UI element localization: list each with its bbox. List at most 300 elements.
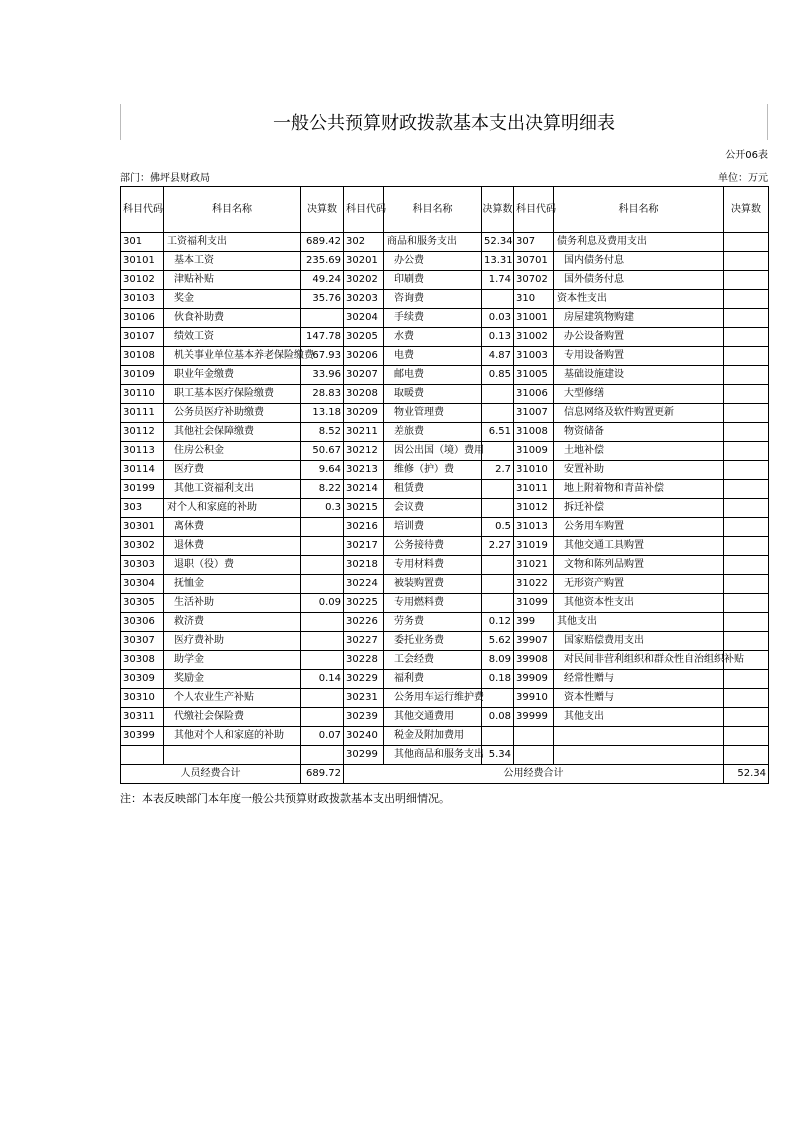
table-row bbox=[121, 518, 769, 537]
amount-cell bbox=[724, 442, 769, 461]
code-cell: 30225 bbox=[344, 594, 384, 613]
amount-cell bbox=[724, 347, 769, 366]
amount-cell: 5.62 bbox=[482, 632, 514, 651]
expenditure-table bbox=[120, 186, 769, 784]
amount-cell: 0.03 bbox=[482, 309, 514, 328]
amount-cell bbox=[724, 404, 769, 423]
code-cell: 30303 bbox=[121, 556, 164, 575]
name-cell: 对个人和家庭的补助 bbox=[164, 499, 301, 518]
code-cell: 31022 bbox=[514, 575, 554, 594]
public-total-value: 52.34 bbox=[724, 765, 769, 784]
report-title: 一般公共预算财政拨款基本支出决算明细表 bbox=[120, 104, 768, 140]
code-cell: 30224 bbox=[344, 575, 384, 594]
code-cell: 30239 bbox=[344, 708, 384, 727]
code-cell: 30113 bbox=[121, 442, 164, 461]
code-cell: 30107 bbox=[121, 328, 164, 347]
name-cell: 国外债务付息 bbox=[554, 271, 724, 290]
code-cell: 31010 bbox=[514, 461, 554, 480]
name-cell: 拆迁补偿 bbox=[554, 499, 724, 518]
col-header-code: 科目代码 bbox=[514, 187, 554, 233]
personnel-total-label: 人员经费合计 bbox=[121, 765, 301, 784]
name-cell: 基础设施建设 bbox=[554, 366, 724, 385]
code-cell: 30305 bbox=[121, 594, 164, 613]
name-cell: 公务员医疗补助缴费 bbox=[164, 404, 301, 423]
name-cell: 抚恤金 bbox=[164, 575, 301, 594]
table-body bbox=[121, 233, 769, 765]
name-cell: 其他资本性支出 bbox=[554, 594, 724, 613]
code-cell: 30204 bbox=[344, 309, 384, 328]
name-cell: 无形资产购置 bbox=[554, 575, 724, 594]
code-cell: 31013 bbox=[514, 518, 554, 537]
name-cell: 代缴社会保险费 bbox=[164, 708, 301, 727]
col-header-name: 科目名称 bbox=[164, 187, 301, 233]
amount-cell: 8.09 bbox=[482, 651, 514, 670]
name-cell: 物业管理费 bbox=[384, 404, 482, 423]
name-cell: 公务接待费 bbox=[384, 537, 482, 556]
amount-cell bbox=[301, 537, 344, 556]
table-row bbox=[121, 556, 769, 575]
code-cell: 31007 bbox=[514, 404, 554, 423]
code-cell: 30201 bbox=[344, 252, 384, 271]
name-cell: 伙食补助费 bbox=[164, 309, 301, 328]
code-cell: 39907 bbox=[514, 632, 554, 651]
name-cell: 商品和服务支出 bbox=[384, 233, 482, 252]
code-cell: 30114 bbox=[121, 461, 164, 480]
code-cell: 30229 bbox=[344, 670, 384, 689]
name-cell: 培训费 bbox=[384, 518, 482, 537]
code-cell: 399 bbox=[514, 613, 554, 632]
code-cell: 39999 bbox=[514, 708, 554, 727]
code-cell: 31002 bbox=[514, 328, 554, 347]
amount-cell bbox=[724, 271, 769, 290]
amount-cell: 6.51 bbox=[482, 423, 514, 442]
table-row bbox=[121, 309, 769, 328]
table-row bbox=[121, 328, 769, 347]
amount-cell bbox=[482, 556, 514, 575]
name-cell: 信息网络及软件购置更新 bbox=[554, 404, 724, 423]
name-cell: 津贴补贴 bbox=[164, 271, 301, 290]
unit-label: 单位：万元 bbox=[718, 173, 768, 184]
code-cell: 30227 bbox=[344, 632, 384, 651]
name-cell bbox=[164, 746, 301, 765]
code-cell: 30240 bbox=[344, 727, 384, 746]
name-cell: 其他商品和服务支出 bbox=[384, 746, 482, 765]
amount-cell: 52.34 bbox=[482, 233, 514, 252]
code-cell: 39909 bbox=[514, 670, 554, 689]
name-cell: 安置补助 bbox=[554, 461, 724, 480]
name-cell: 退职（役）费 bbox=[164, 556, 301, 575]
name-cell: 水费 bbox=[384, 328, 482, 347]
amount-cell bbox=[724, 233, 769, 252]
name-cell: 救济费 bbox=[164, 613, 301, 632]
table-row bbox=[121, 727, 769, 746]
name-cell: 大型修缮 bbox=[554, 385, 724, 404]
code-cell: 30231 bbox=[344, 689, 384, 708]
col-header-amount: 决算数 bbox=[482, 187, 514, 233]
amount-cell bbox=[724, 708, 769, 727]
amount-cell bbox=[301, 575, 344, 594]
header-row bbox=[121, 187, 769, 233]
public-total-label: 公用经费合计 bbox=[344, 765, 724, 784]
code-cell: 30399 bbox=[121, 727, 164, 746]
code-cell: 30218 bbox=[344, 556, 384, 575]
amount-cell bbox=[724, 632, 769, 651]
amount-cell bbox=[724, 689, 769, 708]
code-cell: 31011 bbox=[514, 480, 554, 499]
code-cell: 30214 bbox=[344, 480, 384, 499]
name-cell: 资本性支出 bbox=[554, 290, 724, 309]
name-cell: 办公设备购置 bbox=[554, 328, 724, 347]
code-cell: 30228 bbox=[344, 651, 384, 670]
amount-cell bbox=[724, 518, 769, 537]
table-row bbox=[121, 404, 769, 423]
table-row bbox=[121, 537, 769, 556]
name-cell: 专用设备购置 bbox=[554, 347, 724, 366]
amount-cell: 13.31 bbox=[482, 252, 514, 271]
code-cell: 31012 bbox=[514, 499, 554, 518]
code-cell: 30212 bbox=[344, 442, 384, 461]
name-cell: 印刷费 bbox=[384, 271, 482, 290]
name-cell: 被装购置费 bbox=[384, 575, 482, 594]
amount-cell bbox=[482, 385, 514, 404]
name-cell: 生活补助 bbox=[164, 594, 301, 613]
table-row bbox=[121, 442, 769, 461]
code-cell: 31001 bbox=[514, 309, 554, 328]
table-row bbox=[121, 366, 769, 385]
name-cell: 办公费 bbox=[384, 252, 482, 271]
amount-cell bbox=[724, 252, 769, 271]
name-cell: 电费 bbox=[384, 347, 482, 366]
name-cell: 委托业务费 bbox=[384, 632, 482, 651]
name-cell: 专用材料费 bbox=[384, 556, 482, 575]
name-cell: 对民间非营利组织和群众性自治组织补贴 bbox=[554, 651, 724, 670]
name-cell: 税金及附加费用 bbox=[384, 727, 482, 746]
name-cell: 奖金 bbox=[164, 290, 301, 309]
name-cell: 文物和陈列品购置 bbox=[554, 556, 724, 575]
amount-cell bbox=[301, 518, 344, 537]
name-cell: 奖励金 bbox=[164, 670, 301, 689]
amount-cell bbox=[301, 651, 344, 670]
name-cell: 福利费 bbox=[384, 670, 482, 689]
table-row bbox=[121, 746, 769, 765]
amount-cell bbox=[724, 594, 769, 613]
amount-cell: 67.93 bbox=[301, 347, 344, 366]
amount-cell bbox=[724, 480, 769, 499]
code-cell: 30306 bbox=[121, 613, 164, 632]
name-cell: 会议费 bbox=[384, 499, 482, 518]
amount-cell: 9.64 bbox=[301, 461, 344, 480]
amount-cell: 1.74 bbox=[482, 271, 514, 290]
table-row bbox=[121, 480, 769, 499]
code-cell: 30311 bbox=[121, 708, 164, 727]
code-cell: 30208 bbox=[344, 385, 384, 404]
code-cell: 30102 bbox=[121, 271, 164, 290]
amount-cell: 28.83 bbox=[301, 385, 344, 404]
table-row bbox=[121, 347, 769, 366]
table-row bbox=[121, 290, 769, 309]
code-cell: 30215 bbox=[344, 499, 384, 518]
code-cell bbox=[514, 727, 554, 746]
code-cell: 30299 bbox=[344, 746, 384, 765]
name-cell: 维修（护）费 bbox=[384, 461, 482, 480]
name-cell: 个人农业生产补贴 bbox=[164, 689, 301, 708]
amount-cell bbox=[724, 575, 769, 594]
amount-cell: 0.85 bbox=[482, 366, 514, 385]
name-cell: 土地补偿 bbox=[554, 442, 724, 461]
name-cell: 因公出国（境）费用 bbox=[384, 442, 482, 461]
name-cell: 取暖费 bbox=[384, 385, 482, 404]
table-row bbox=[121, 271, 769, 290]
code-cell: 31021 bbox=[514, 556, 554, 575]
code-cell: 30110 bbox=[121, 385, 164, 404]
table-row bbox=[121, 252, 769, 271]
amount-cell bbox=[482, 290, 514, 309]
col-header-amount: 决算数 bbox=[301, 187, 344, 233]
name-cell: 经常性赠与 bbox=[554, 670, 724, 689]
code-cell: 30103 bbox=[121, 290, 164, 309]
code-cell: 30226 bbox=[344, 613, 384, 632]
code-cell: 30302 bbox=[121, 537, 164, 556]
col-header-code: 科目代码 bbox=[344, 187, 384, 233]
name-cell: 其他对个人和家庭的补助 bbox=[164, 727, 301, 746]
code-cell: 307 bbox=[514, 233, 554, 252]
amount-cell: 0.3 bbox=[301, 499, 344, 518]
name-cell: 公务用车运行维护费 bbox=[384, 689, 482, 708]
code-cell bbox=[514, 746, 554, 765]
amount-cell bbox=[724, 423, 769, 442]
amount-cell: 0.07 bbox=[301, 727, 344, 746]
code-cell: 301 bbox=[121, 233, 164, 252]
table-row bbox=[121, 385, 769, 404]
code-cell: 31006 bbox=[514, 385, 554, 404]
amount-cell: 33.96 bbox=[301, 366, 344, 385]
amount-cell bbox=[724, 309, 769, 328]
name-cell: 基本工资 bbox=[164, 252, 301, 271]
amount-cell: 2.27 bbox=[482, 537, 514, 556]
totals-row bbox=[121, 765, 769, 784]
amount-cell: 8.22 bbox=[301, 480, 344, 499]
code-cell: 31019 bbox=[514, 537, 554, 556]
code-cell bbox=[121, 746, 164, 765]
amount-cell: 0.14 bbox=[301, 670, 344, 689]
code-cell: 30106 bbox=[121, 309, 164, 328]
name-cell: 其他交通费用 bbox=[384, 708, 482, 727]
code-cell: 31099 bbox=[514, 594, 554, 613]
name-cell: 机关事业单位基本养老保险缴费 bbox=[164, 347, 301, 366]
personnel-total-value: 689.72 bbox=[301, 765, 344, 784]
amount-cell: 4.87 bbox=[482, 347, 514, 366]
name-cell: 地上附着物和青苗补偿 bbox=[554, 480, 724, 499]
amount-cell: 8.52 bbox=[301, 423, 344, 442]
table-row bbox=[121, 670, 769, 689]
code-cell: 30203 bbox=[344, 290, 384, 309]
amount-cell bbox=[301, 632, 344, 651]
amount-cell: 0.08 bbox=[482, 708, 514, 727]
amount-cell: 0.18 bbox=[482, 670, 514, 689]
code-cell: 30206 bbox=[344, 347, 384, 366]
table-row bbox=[121, 689, 769, 708]
amount-cell bbox=[724, 366, 769, 385]
amount-cell bbox=[724, 461, 769, 480]
amount-cell: 5.34 bbox=[482, 746, 514, 765]
code-cell: 31009 bbox=[514, 442, 554, 461]
name-cell bbox=[554, 727, 724, 746]
name-cell: 工资福利支出 bbox=[164, 233, 301, 252]
amount-cell bbox=[301, 746, 344, 765]
form-code: 公开06表 bbox=[725, 150, 768, 161]
code-cell: 31003 bbox=[514, 347, 554, 366]
name-cell: 其他社会保障缴费 bbox=[164, 423, 301, 442]
name-cell: 退休费 bbox=[164, 537, 301, 556]
name-cell: 咨询费 bbox=[384, 290, 482, 309]
name-cell: 专用燃料费 bbox=[384, 594, 482, 613]
amount-cell: 2.7 bbox=[482, 461, 514, 480]
table-row bbox=[121, 575, 769, 594]
amount-cell: 13.18 bbox=[301, 404, 344, 423]
code-cell: 30304 bbox=[121, 575, 164, 594]
name-cell: 国内债务付息 bbox=[554, 252, 724, 271]
amount-cell bbox=[724, 385, 769, 404]
name-cell: 房屋建筑物购建 bbox=[554, 309, 724, 328]
name-cell: 租赁费 bbox=[384, 480, 482, 499]
name-cell: 债务利息及费用支出 bbox=[554, 233, 724, 252]
name-cell: 国家赔偿费用支出 bbox=[554, 632, 724, 651]
amount-cell bbox=[724, 613, 769, 632]
amount-cell bbox=[482, 594, 514, 613]
code-cell: 30108 bbox=[121, 347, 164, 366]
code-cell: 30216 bbox=[344, 518, 384, 537]
amount-cell bbox=[724, 670, 769, 689]
amount-cell bbox=[724, 556, 769, 575]
code-cell: 30209 bbox=[344, 404, 384, 423]
amount-cell bbox=[301, 708, 344, 727]
amount-cell: 35.76 bbox=[301, 290, 344, 309]
code-cell: 30308 bbox=[121, 651, 164, 670]
amount-cell bbox=[482, 575, 514, 594]
amount-cell bbox=[482, 727, 514, 746]
code-cell: 30217 bbox=[344, 537, 384, 556]
name-cell: 其他支出 bbox=[554, 613, 724, 632]
code-cell: 30701 bbox=[514, 252, 554, 271]
name-cell: 医疗费 bbox=[164, 461, 301, 480]
amount-cell: 235.69 bbox=[301, 252, 344, 271]
amount-cell: 50.67 bbox=[301, 442, 344, 461]
table-row bbox=[121, 423, 769, 442]
amount-cell bbox=[724, 746, 769, 765]
table-row bbox=[121, 651, 769, 670]
amount-cell bbox=[482, 480, 514, 499]
amount-cell: 689.42 bbox=[301, 233, 344, 252]
code-cell: 39908 bbox=[514, 651, 554, 670]
amount-cell: 0.13 bbox=[482, 328, 514, 347]
amount-cell: 0.09 bbox=[301, 594, 344, 613]
code-cell: 31008 bbox=[514, 423, 554, 442]
name-cell: 邮电费 bbox=[384, 366, 482, 385]
table-row bbox=[121, 499, 769, 518]
amount-cell bbox=[301, 613, 344, 632]
table-row bbox=[121, 632, 769, 651]
name-cell: 其他交通工具购置 bbox=[554, 537, 724, 556]
amount-cell bbox=[301, 556, 344, 575]
footnote: 注：本表反映部门本年度一般公共预算财政拨款基本支出明细情况。 bbox=[120, 792, 450, 805]
amount-cell: 0.12 bbox=[482, 613, 514, 632]
amount-cell bbox=[724, 537, 769, 556]
col-header-amount: 决算数 bbox=[724, 187, 769, 233]
amount-cell bbox=[724, 727, 769, 746]
code-cell: 310 bbox=[514, 290, 554, 309]
code-cell: 30109 bbox=[121, 366, 164, 385]
code-cell: 30207 bbox=[344, 366, 384, 385]
code-cell: 30111 bbox=[121, 404, 164, 423]
name-cell: 职工基本医疗保险缴费 bbox=[164, 385, 301, 404]
code-cell: 30309 bbox=[121, 670, 164, 689]
name-cell: 助学金 bbox=[164, 651, 301, 670]
code-cell: 39910 bbox=[514, 689, 554, 708]
name-cell: 工会经费 bbox=[384, 651, 482, 670]
table-row bbox=[121, 708, 769, 727]
name-cell: 资本性赠与 bbox=[554, 689, 724, 708]
code-cell: 30301 bbox=[121, 518, 164, 537]
table-row bbox=[121, 594, 769, 613]
name-cell: 医疗费补助 bbox=[164, 632, 301, 651]
col-header-code: 科目代码 bbox=[121, 187, 164, 233]
code-cell: 30702 bbox=[514, 271, 554, 290]
amount-cell: 0.5 bbox=[482, 518, 514, 537]
code-cell: 30211 bbox=[344, 423, 384, 442]
table-row bbox=[121, 233, 769, 252]
amount-cell: 147.78 bbox=[301, 328, 344, 347]
col-header-name: 科目名称 bbox=[554, 187, 724, 233]
name-cell: 物资储备 bbox=[554, 423, 724, 442]
name-cell: 离休费 bbox=[164, 518, 301, 537]
amount-cell bbox=[482, 499, 514, 518]
code-cell: 30199 bbox=[121, 480, 164, 499]
amount-cell bbox=[724, 328, 769, 347]
department-label: 部门：佛坪县财政局 bbox=[120, 173, 210, 184]
table-row bbox=[121, 613, 769, 632]
code-cell: 30310 bbox=[121, 689, 164, 708]
meta-row bbox=[120, 166, 768, 186]
amount-cell bbox=[482, 404, 514, 423]
code-cell: 30112 bbox=[121, 423, 164, 442]
name-cell bbox=[554, 746, 724, 765]
table-row bbox=[121, 461, 769, 480]
amount-cell bbox=[482, 689, 514, 708]
report-sheet bbox=[120, 104, 768, 806]
name-cell: 其他支出 bbox=[554, 708, 724, 727]
amount-cell bbox=[301, 689, 344, 708]
code-cell: 30202 bbox=[344, 271, 384, 290]
code-cell: 31005 bbox=[514, 366, 554, 385]
name-cell: 手续费 bbox=[384, 309, 482, 328]
code-cell: 30307 bbox=[121, 632, 164, 651]
name-cell: 住房公积金 bbox=[164, 442, 301, 461]
name-cell: 职业年金缴费 bbox=[164, 366, 301, 385]
name-cell: 差旅费 bbox=[384, 423, 482, 442]
code-cell: 30205 bbox=[344, 328, 384, 347]
amount-cell bbox=[482, 442, 514, 461]
amount-cell bbox=[301, 309, 344, 328]
amount-cell bbox=[724, 290, 769, 309]
name-cell: 其他工资福利支出 bbox=[164, 480, 301, 499]
amount-cell bbox=[724, 499, 769, 518]
name-cell: 劳务费 bbox=[384, 613, 482, 632]
col-header-name: 科目名称 bbox=[384, 187, 482, 233]
name-cell: 绩效工资 bbox=[164, 328, 301, 347]
name-cell: 公务用车购置 bbox=[554, 518, 724, 537]
amount-cell: 49.24 bbox=[301, 271, 344, 290]
code-cell: 302 bbox=[344, 233, 384, 252]
